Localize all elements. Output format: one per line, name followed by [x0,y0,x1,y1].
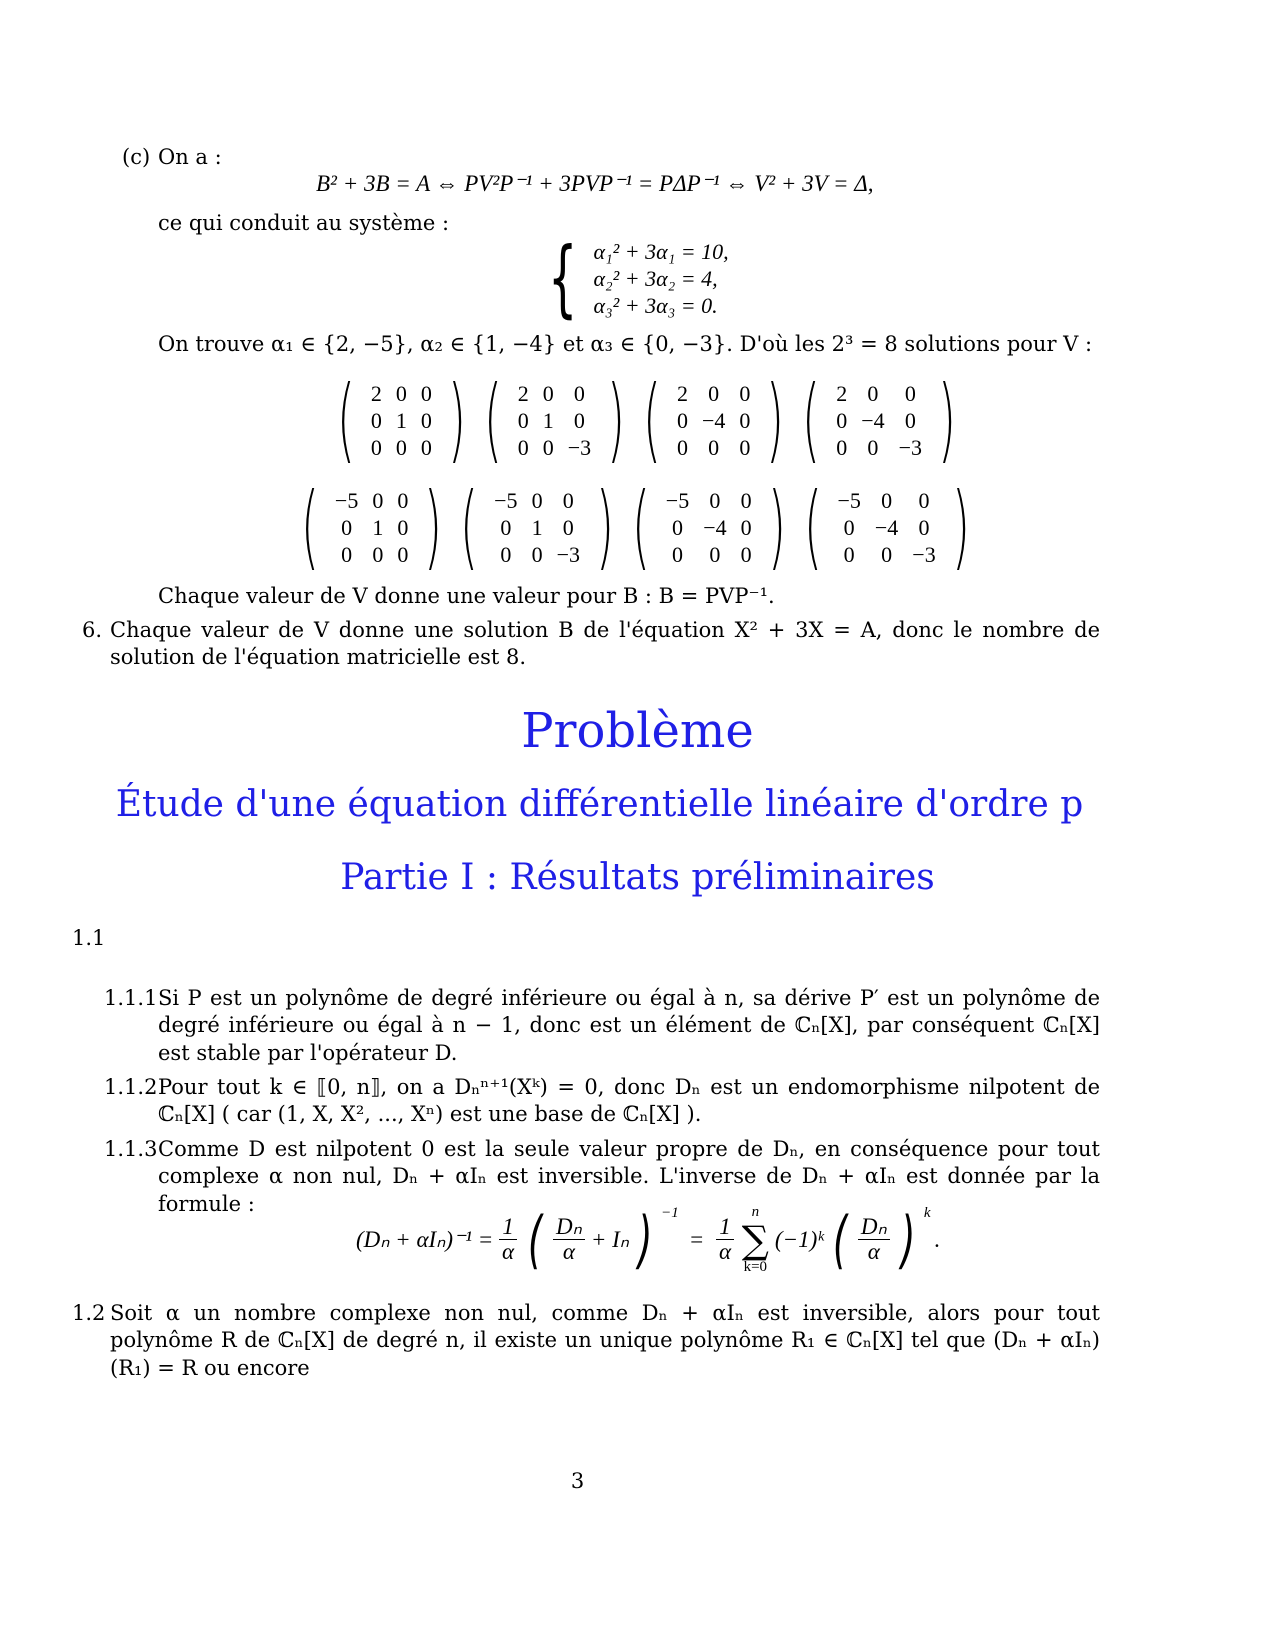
matrix-cell: 0 [542,380,554,406]
system-intro: ce qui conduit au système : [158,211,450,235]
matrix-cell: −4 [874,514,899,540]
matrix-1-2 [475,366,634,473]
left-paren-icon-2: ( [832,1202,848,1276]
exponent-minus-one: −1 [661,1205,679,1221]
matrix-left-paren-icon: ( [803,473,822,580]
matrix-right-paren-icon: ) [447,366,466,473]
item-c-label: (c) [122,145,151,169]
item-1-1-1-label: 1.1.1 [104,986,158,1010]
item-1-2-text: Soit α un nombre complexe non nul, comme Dₙ + αIₙ est inversible, alors pour tout polynôme R de ℂₙ[X] de degré n, il existe un unique polynôme R₁ ∈ ℂₙ[X] tel que (Dₙ + αIₙ)(R₁) = R ou encore [110,1301,1100,1380]
matrix-cell: 0 [904,407,916,433]
sigma-icon: ∑ [741,1217,769,1262]
matrix-cell: 2 [370,380,382,406]
matrix-cell: −4 [701,407,726,433]
matrix-cell: 0 [672,541,683,567]
matrix-cell: −3 [912,541,936,567]
matrix-cell: 0 [370,407,382,433]
matrix-cell: −3 [567,434,592,460]
matrix-cell: −3 [556,541,580,567]
matrix-cell: 0 [517,434,529,460]
matrix-left-paren-icon: ( [643,366,661,473]
matrix-cell: 0 [420,407,432,433]
matrix-cell: 0 [562,487,574,513]
matrix-cell: −5 [494,487,518,513]
matrix-cell: 0 [904,380,916,406]
item-1-2-label: 1.2 [72,1301,106,1325]
matrix-cell: 0 [740,541,752,567]
matrix-cell: 0 [918,487,930,513]
matrix-1-1 [328,366,475,473]
matrix-cell: 0 [739,434,751,460]
item-c-intro: On a : [158,145,222,169]
left-paren-icon: ( [527,1202,543,1276]
matrix-cell: −3 [898,434,923,460]
matrix-cell: 1 [542,407,554,433]
matrix-2-3 [623,473,795,580]
left-brace-icon: { [548,229,578,327]
matrix-cell: 0 [918,514,930,540]
formula-lhs: (Dₙ + αIₙ)⁻¹ = [356,1226,494,1252]
matrix-cell: 0 [372,487,384,513]
item-1-1-3-text: Comme D est nilpotent 0 est la seule valeur propre de Dₙ, en conséquence pour tout complexe α non nul, Dₙ + αIₙ est inversible. L'inverse de Dₙ + αIₙ est donnée par la formule : [158,1137,1100,1216]
matrix-cell: 0 [500,514,512,540]
matrix-cell: 0 [836,434,848,460]
matrix-cell: 0 [676,407,688,433]
inverse-formula [356,1204,940,1275]
matrix-2-1 [292,473,451,580]
matrix-cell: 0 [836,407,848,433]
matrix-right-paren-icon: ) [424,473,443,580]
matrix-cell: 0 [881,541,893,567]
section-1-1-label: 1.1 [72,926,106,950]
matrix-cell: 0 [500,541,512,567]
matrix-cell: 0 [420,434,432,460]
fraction-one-over-alpha: $\frac{1}{\alpha}$ [499,1215,517,1264]
matrix-left-paren-icon: ( [300,473,319,580]
matrix-left-paren-icon: ( [483,366,502,473]
item-1-1-2-label: 1.1.2 [104,1075,158,1099]
matrices-row-2 [292,473,979,580]
matrix-left-paren-icon: ( [631,473,650,580]
matrix-1-4 [793,366,965,473]
matrix-cell: 2 [676,380,688,406]
matrix-left-paren-icon: ( [336,366,355,473]
problem-title: Problème [521,703,754,759]
matrix-cell: 0 [573,407,585,433]
matrix-cell: −5 [334,487,359,513]
matrix-cell: 0 [395,380,407,406]
system-equation-3: α₃² + 3α₃ = 0. [593,292,718,318]
item-1-1-2-text: Pour tout k ∈ ⟦0, n⟧, on a Dₙⁿ⁺¹(Xᵏ) = 0, donc Dₙ est un endomorphisme nilpotent de ℂₙ[X] ( car (1, X, X², ..., Xⁿ) est une base de ℂₙ[X] ). [158,1075,1100,1127]
equivalence-equation: B² + 3B = A ⇔ PV²P⁻¹ + 3PVP⁻¹ = PΔP⁻¹ ⇔ V² + 3V = Δ, [316,171,874,196]
matrix-cell: 0 [881,487,893,513]
matrix-right-paren-icon: ) [767,473,786,580]
matrix-cell: −5 [665,487,690,513]
matrix-cell: 0 [740,487,752,513]
matrix-cell: 0 [739,380,751,406]
summation: n ∑ k=0 [741,1204,769,1275]
matrix-cell: 0 [531,541,543,567]
matrix-right-paren-icon: ) [766,366,785,473]
matrix-cell: 0 [740,514,752,540]
matrix-cell: 1 [531,514,543,540]
item-6-text: Chaque valeur de V donne une solution B de l'équation X² + 3X = A, donc le nombre de solution de l'équation matricielle est 8. [110,618,1100,670]
matrix-cell: 0 [341,541,353,567]
system-equation-2: α₂² + 3α₂ = 4, [593,265,718,291]
matrix-cell: 0 [397,487,409,513]
matrix-cell: 0 [843,514,855,540]
matrices-row-1 [328,366,965,473]
matrix-cell: 0 [709,487,721,513]
system-equation-1: α₁² + 3α₁ = 10, [593,238,729,264]
right-paren-icon-2: ) [900,1202,916,1276]
exponent-k: k [923,1205,931,1221]
matrix-left-paren-icon: ( [802,366,821,473]
matrix-cell: 0 [420,380,432,406]
matrix-cell: −4 [703,514,727,540]
matrix-cell: −4 [861,407,885,433]
item-c-conclusion: Chaque valeur de V donne une valeur pour B : B = PVP⁻¹. [158,584,775,608]
matrix-cell: 0 [341,514,353,540]
matrix-right-paren-icon: ) [607,366,626,473]
item-1-1-3-label: 1.1.3 [104,1137,158,1161]
matrix-cell: 0 [562,514,574,540]
matrix-cell: 0 [709,541,721,567]
page-number: 3 [570,1469,585,1493]
matrix-cell: 0 [370,434,382,460]
right-paren-icon: ) [637,1202,653,1276]
matrix-cell: 1 [395,407,407,433]
matrix-cell: 0 [676,434,688,460]
matrix-cell: 0 [573,380,585,406]
matrix-right-paren-icon: ) [938,366,956,473]
matrix-cell: 2 [836,380,848,406]
item-1-1-1-text: Si P est un polynôme de degré inférieure ou égal à n, sa dérive P′ est un polynôme de degré inférieure ou égal à n − 1, donc est un élément de ℂₙ[X], par conséquent ℂₙ[X] est stable par l'opérateur D. [158,986,1100,1065]
formula-equals: = [688,1226,705,1252]
matrix-cell: 1 [372,514,384,540]
matrix-cell: 0 [739,407,751,433]
matrix-cell: 0 [395,434,407,460]
sign-term: (−1)ᵏ [774,1226,824,1252]
problem-subtitle: Étude d'une équation différentielle linéaire d'ordre p [115,784,1084,825]
fraction-dn-over-alpha-2: $\frac{\text{Dₙ}}{\alpha}$ [858,1215,890,1264]
matrix-cell: 0 [517,407,529,433]
matrix-cell: 0 [867,434,879,460]
matrix-cell: 0 [542,434,554,460]
matrix-left-paren-icon: ( [460,473,479,580]
equation-system [536,229,729,327]
matrix-cell: 0 [372,541,384,567]
matrix-cell: 2 [517,380,529,406]
fraction-dn-over-alpha: $\frac{\text{Dₙ}}{\alpha}$ [553,1215,585,1264]
matrix-2-2 [451,473,623,580]
formula-period: . [934,1226,941,1252]
plus-in: + Iₙ [590,1226,629,1252]
matrix-2-4 [795,473,979,580]
matrix-cell: −5 [837,487,861,513]
matrix-cell: 0 [708,434,720,460]
matrix-cell: 0 [397,541,409,567]
fraction-one-over-alpha-2: $\frac{1}{\alpha}$ [716,1215,734,1264]
matrix-right-paren-icon: ) [595,473,614,580]
part-title: Partie I : Résultats préliminaires [340,857,935,898]
matrix-cell: 0 [843,541,855,567]
item-6-label: 6. [82,618,103,642]
solutions-found: On trouve α₁ ∈ {2, −5}, α₂ ∈ {1, −4} et α₃ ∈ {0, −3}. D'où les 2³ = 8 solutions pour V : [158,332,1093,356]
matrix-cell: 0 [672,514,683,540]
matrix-cell: 0 [708,380,720,406]
matrix-1-3 [634,366,793,473]
matrix-right-paren-icon: ) [951,473,970,580]
matrix-cell: 0 [531,487,543,513]
matrix-cell: 0 [397,514,409,540]
matrix-cell: 0 [867,380,879,406]
